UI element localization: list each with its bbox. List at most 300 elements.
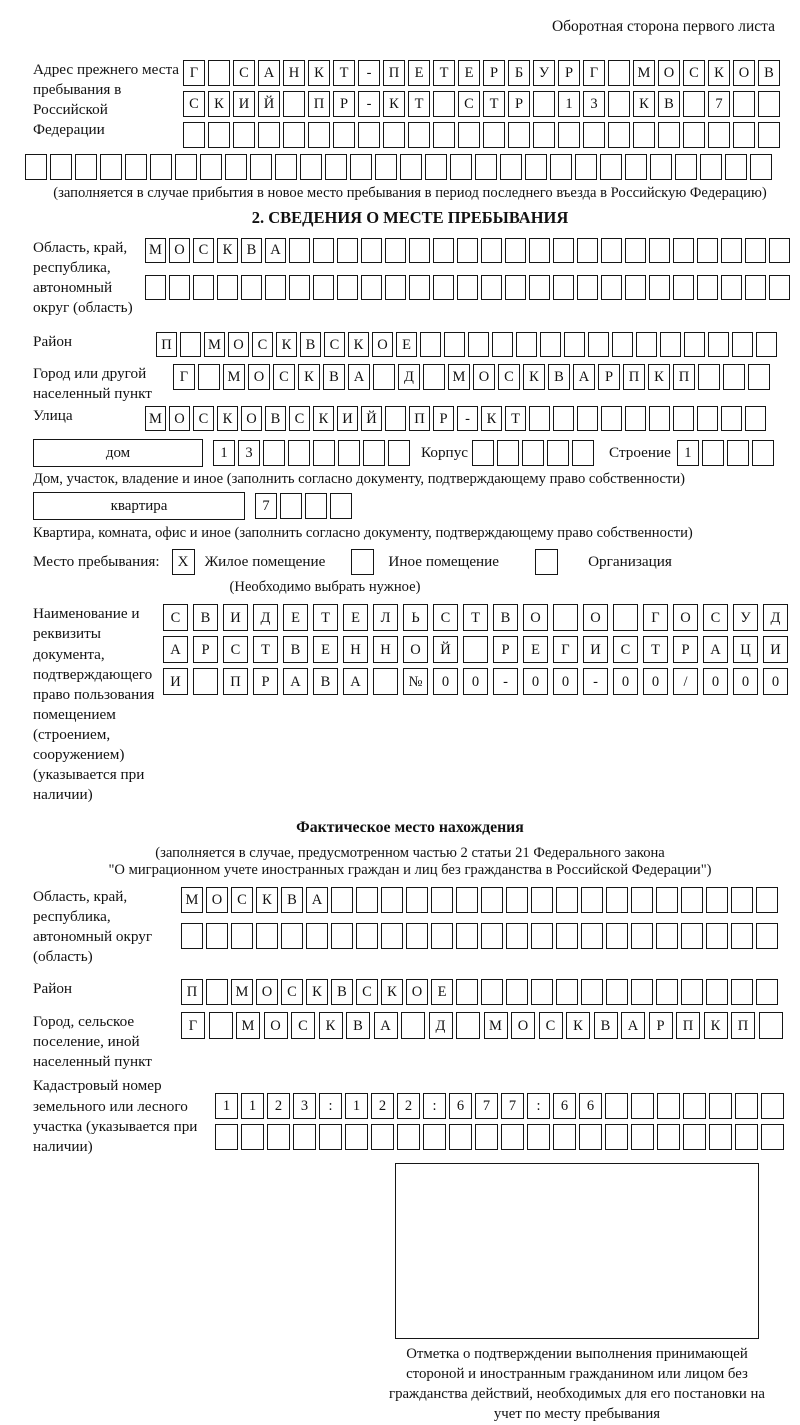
char-cell[interactable]: А [163,636,188,663]
char-cell[interactable] [241,275,262,300]
char-cell[interactable] [723,364,745,390]
char-cell[interactable]: - [457,406,478,431]
char-cell[interactable]: Е [396,332,417,357]
char-cell[interactable] [468,332,489,357]
char-cell[interactable] [684,332,705,357]
char-cell[interactable] [350,154,372,180]
char-cell[interactable] [608,122,630,148]
char-cell[interactable]: 6 [449,1093,472,1119]
char-cell[interactable]: Е [283,604,308,631]
char-cell[interactable] [658,122,680,148]
char-cell[interactable] [180,332,201,357]
char-cell[interactable]: Й [361,406,382,431]
char-cell[interactable] [706,979,728,1005]
char-cell[interactable] [631,1124,654,1150]
char-cell[interactable]: О [403,636,428,663]
char-cell[interactable] [581,923,603,949]
char-cell[interactable]: Р [598,364,620,390]
char-cell[interactable] [733,91,755,117]
char-cell[interactable] [331,887,353,913]
char-cell[interactable] [553,238,574,263]
char-cell[interactable]: 3 [238,440,260,466]
char-cell[interactable]: А [265,238,286,263]
house-widebox[interactable]: дом [33,439,203,467]
char-cell[interactable] [508,122,530,148]
char-cell[interactable] [553,604,578,631]
char-cell[interactable]: 1 [677,440,699,466]
char-cell[interactable]: П [676,1012,700,1039]
char-cell[interactable]: 0 [703,668,728,695]
char-cell[interactable]: И [583,636,608,663]
char-cell[interactable]: О [658,60,680,86]
char-cell[interactable] [505,238,526,263]
char-cell[interactable] [406,923,428,949]
char-cell[interactable] [331,923,353,949]
char-cell[interactable] [275,154,297,180]
char-cell[interactable] [409,238,430,263]
char-cell[interactable] [169,275,190,300]
char-cell[interactable]: В [193,604,218,631]
char-cell[interactable] [456,887,478,913]
char-cell[interactable] [381,923,403,949]
char-cell[interactable]: Д [253,604,278,631]
char-cell[interactable]: О [511,1012,535,1039]
char-cell[interactable] [500,154,522,180]
char-cell[interactable] [231,923,253,949]
char-cell[interactable] [456,923,478,949]
char-cell[interactable]: Н [343,636,368,663]
char-cell[interactable]: В [300,332,321,357]
char-cell[interactable] [731,887,753,913]
char-cell[interactable]: И [233,91,255,117]
char-cell[interactable]: К [566,1012,590,1039]
char-cell[interactable] [745,238,766,263]
char-cell[interactable] [472,440,494,466]
char-cell[interactable] [745,275,766,300]
char-cell[interactable]: 7 [255,493,277,519]
char-cell[interactable] [250,154,272,180]
char-cell[interactable]: Е [408,60,430,86]
char-cell[interactable] [457,238,478,263]
char-cell[interactable]: И [763,636,788,663]
char-cell[interactable] [758,122,780,148]
char-cell[interactable] [319,1124,342,1150]
char-cell[interactable]: Ц [733,636,758,663]
char-cell[interactable] [241,1124,264,1150]
char-cell[interactable] [209,1012,233,1039]
char-cell[interactable] [529,238,550,263]
char-cell[interactable] [345,1124,368,1150]
char-cell[interactable]: М [448,364,470,390]
char-cell[interactable]: С [193,238,214,263]
char-cell[interactable]: В [323,364,345,390]
char-cell[interactable] [731,979,753,1005]
char-cell[interactable]: П [673,364,695,390]
char-cell[interactable] [313,440,335,466]
char-cell[interactable] [358,122,380,148]
char-cell[interactable] [732,332,753,357]
char-cell[interactable]: К [308,60,330,86]
char-cell[interactable] [308,122,330,148]
char-cell[interactable] [583,122,605,148]
char-cell[interactable]: К [704,1012,728,1039]
char-cell[interactable] [625,275,646,300]
char-cell[interactable] [636,332,657,357]
char-cell[interactable]: Д [429,1012,453,1039]
char-cell[interactable] [581,887,603,913]
char-cell[interactable]: М [145,406,166,431]
char-cell[interactable] [481,923,503,949]
char-cell[interactable]: К [217,406,238,431]
char-cell[interactable] [100,154,122,180]
char-cell[interactable] [681,979,703,1005]
char-cell[interactable] [217,275,238,300]
char-cell[interactable] [356,923,378,949]
char-cell[interactable] [683,1093,706,1119]
char-cell[interactable]: Д [398,364,420,390]
checkbox-residential[interactable]: X [172,549,195,575]
char-cell[interactable] [553,275,574,300]
char-cell[interactable] [75,154,97,180]
char-cell[interactable]: С [324,332,345,357]
char-cell[interactable] [531,887,553,913]
char-cell[interactable] [556,979,578,1005]
char-cell[interactable] [206,923,228,949]
char-cell[interactable] [373,364,395,390]
char-cell[interactable] [280,493,302,519]
char-cell[interactable] [683,1124,706,1150]
char-cell[interactable] [752,440,774,466]
char-cell[interactable]: А [306,887,328,913]
char-cell[interactable] [558,122,580,148]
char-cell[interactable] [681,887,703,913]
char-cell[interactable] [337,238,358,263]
char-cell[interactable] [206,979,228,1005]
char-cell[interactable] [256,923,278,949]
char-cell[interactable]: Н [373,636,398,663]
char-cell[interactable]: Г [173,364,195,390]
char-cell[interactable]: О [241,406,262,431]
char-cell[interactable]: Л [373,604,398,631]
char-cell[interactable]: - [358,60,380,86]
char-cell[interactable] [525,154,547,180]
char-cell[interactable] [225,154,247,180]
char-cell[interactable] [385,406,406,431]
char-cell[interactable] [333,122,355,148]
char-cell[interactable] [373,668,398,695]
char-cell[interactable] [449,1124,472,1150]
char-cell[interactable] [601,238,622,263]
char-cell[interactable] [481,238,502,263]
char-cell[interactable]: : [527,1093,550,1119]
char-cell[interactable] [233,122,255,148]
char-cell[interactable] [564,332,585,357]
char-cell[interactable] [385,275,406,300]
char-cell[interactable] [725,154,747,180]
char-cell[interactable] [444,332,465,357]
char-cell[interactable] [497,440,519,466]
char-cell[interactable]: С [289,406,310,431]
char-cell[interactable]: 7 [708,91,730,117]
char-cell[interactable]: С [233,60,255,86]
char-cell[interactable] [401,1012,425,1039]
char-cell[interactable]: 2 [397,1093,420,1119]
char-cell[interactable]: В [241,238,262,263]
char-cell[interactable]: 3 [293,1093,316,1119]
char-cell[interactable] [450,154,472,180]
char-cell[interactable]: Г [583,60,605,86]
char-cell[interactable]: О [206,887,228,913]
char-cell[interactable]: 0 [763,668,788,695]
char-cell[interactable]: Т [408,91,430,117]
char-cell[interactable]: Г [181,1012,205,1039]
char-cell[interactable] [375,154,397,180]
char-cell[interactable]: Т [463,604,488,631]
char-cell[interactable] [683,122,705,148]
char-cell[interactable]: Й [433,636,458,663]
char-cell[interactable]: У [533,60,555,86]
char-cell[interactable]: № [403,668,428,695]
char-cell[interactable] [556,923,578,949]
char-cell[interactable] [433,91,455,117]
char-cell[interactable] [531,923,553,949]
char-cell[interactable]: В [283,636,308,663]
char-cell[interactable]: К [708,60,730,86]
char-cell[interactable]: - [583,668,608,695]
char-cell[interactable] [681,923,703,949]
char-cell[interactable]: Е [313,636,338,663]
char-cell[interactable] [175,154,197,180]
char-cell[interactable] [481,979,503,1005]
char-cell[interactable]: К [523,364,545,390]
char-cell[interactable] [721,275,742,300]
char-cell[interactable]: В [331,979,353,1005]
char-cell[interactable] [381,887,403,913]
char-cell[interactable] [529,275,550,300]
char-cell[interactable]: 6 [553,1093,576,1119]
char-cell[interactable] [481,275,502,300]
char-cell[interactable]: А [621,1012,645,1039]
char-cell[interactable]: Б [508,60,530,86]
char-cell[interactable] [625,154,647,180]
char-cell[interactable] [406,887,428,913]
char-cell[interactable]: Е [523,636,548,663]
char-cell[interactable] [431,887,453,913]
char-cell[interactable]: Г [553,636,578,663]
char-cell[interactable]: В [313,668,338,695]
char-cell[interactable]: О [228,332,249,357]
char-cell[interactable]: В [594,1012,618,1039]
char-cell[interactable] [193,275,214,300]
char-cell[interactable] [409,275,430,300]
char-cell[interactable] [706,923,728,949]
char-cell[interactable] [631,887,653,913]
char-cell[interactable] [483,122,505,148]
char-cell[interactable] [456,979,478,1005]
char-cell[interactable]: С [193,406,214,431]
char-cell[interactable] [660,332,681,357]
char-cell[interactable] [706,887,728,913]
char-cell[interactable]: П [731,1012,755,1039]
char-cell[interactable]: И [223,604,248,631]
char-cell[interactable]: П [383,60,405,86]
char-cell[interactable]: Д [763,604,788,631]
char-cell[interactable] [288,440,310,466]
char-cell[interactable] [289,275,310,300]
char-cell[interactable]: М [204,332,225,357]
char-cell[interactable]: У [733,604,758,631]
char-cell[interactable] [756,332,777,357]
char-cell[interactable]: : [423,1093,446,1119]
char-cell[interactable]: С [613,636,638,663]
char-cell[interactable]: Е [343,604,368,631]
char-cell[interactable] [547,440,569,466]
char-cell[interactable] [600,154,622,180]
char-cell[interactable] [601,406,622,431]
char-cell[interactable]: П [181,979,203,1005]
char-cell[interactable]: 1 [213,440,235,466]
char-cell[interactable] [631,923,653,949]
char-cell[interactable]: 6 [579,1093,602,1119]
char-cell[interactable] [338,440,360,466]
char-cell[interactable] [522,440,544,466]
char-cell[interactable] [527,1124,550,1150]
char-cell[interactable] [769,275,790,300]
char-cell[interactable] [735,1124,758,1150]
char-cell[interactable] [306,923,328,949]
char-cell[interactable] [657,1093,680,1119]
char-cell[interactable]: М [223,364,245,390]
char-cell[interactable] [656,979,678,1005]
char-cell[interactable] [750,154,772,180]
char-cell[interactable] [433,275,454,300]
char-cell[interactable]: В [346,1012,370,1039]
char-cell[interactable] [708,122,730,148]
char-cell[interactable]: В [265,406,286,431]
char-cell[interactable] [457,275,478,300]
char-cell[interactable]: С [281,979,303,1005]
char-cell[interactable] [606,979,628,1005]
char-cell[interactable] [631,1093,654,1119]
char-cell[interactable] [388,440,410,466]
char-cell[interactable]: Р [673,636,698,663]
char-cell[interactable]: О [372,332,393,357]
char-cell[interactable] [553,1124,576,1150]
char-cell[interactable] [748,364,770,390]
char-cell[interactable]: К [381,979,403,1005]
char-cell[interactable] [605,1093,628,1119]
char-cell[interactable] [150,154,172,180]
char-cell[interactable] [283,91,305,117]
char-cell[interactable]: С [163,604,188,631]
char-cell[interactable]: О [673,604,698,631]
char-cell[interactable] [423,1124,446,1150]
char-cell[interactable]: К [298,364,320,390]
char-cell[interactable] [313,238,334,263]
checkbox-organization[interactable] [535,549,558,575]
char-cell[interactable]: М [484,1012,508,1039]
char-cell[interactable] [481,887,503,913]
char-cell[interactable]: 1 [215,1093,238,1119]
char-cell[interactable]: Г [643,604,668,631]
char-cell[interactable]: П [308,91,330,117]
char-cell[interactable]: Р [558,60,580,86]
char-cell[interactable]: С [183,91,205,117]
char-cell[interactable] [400,154,422,180]
char-cell[interactable] [433,122,455,148]
char-cell[interactable] [265,275,286,300]
char-cell[interactable]: К [306,979,328,1005]
char-cell[interactable]: Т [433,60,455,86]
char-cell[interactable]: Е [431,979,453,1005]
char-cell[interactable] [608,91,630,117]
char-cell[interactable]: С [252,332,273,357]
char-cell[interactable]: В [658,91,680,117]
char-cell[interactable]: С [231,887,253,913]
char-cell[interactable]: 1 [558,91,580,117]
char-cell[interactable]: Р [508,91,530,117]
char-cell[interactable] [258,122,280,148]
char-cell[interactable]: С [223,636,248,663]
char-cell[interactable] [581,979,603,1005]
char-cell[interactable]: Р [483,60,505,86]
char-cell[interactable]: О [583,604,608,631]
char-cell[interactable] [697,275,718,300]
char-cell[interactable]: П [409,406,430,431]
char-cell[interactable] [606,923,628,949]
char-cell[interactable] [505,275,526,300]
char-cell[interactable]: О [169,238,190,263]
char-cell[interactable] [756,979,778,1005]
char-cell[interactable] [727,440,749,466]
char-cell[interactable]: А [348,364,370,390]
char-cell[interactable] [708,332,729,357]
char-cell[interactable] [25,154,47,180]
char-cell[interactable]: 0 [643,668,668,695]
char-cell[interactable] [361,238,382,263]
char-cell[interactable] [533,91,555,117]
char-cell[interactable] [283,122,305,148]
char-cell[interactable]: В [758,60,780,86]
char-cell[interactable] [579,1124,602,1150]
char-cell[interactable]: 1 [241,1093,264,1119]
char-cell[interactable] [506,979,528,1005]
char-cell[interactable] [356,887,378,913]
char-cell[interactable]: А [258,60,280,86]
char-cell[interactable] [756,887,778,913]
char-cell[interactable]: С [703,604,728,631]
checkbox-other-premises[interactable] [351,549,374,575]
char-cell[interactable]: Е [458,60,480,86]
char-cell[interactable] [506,887,528,913]
char-cell[interactable]: М [633,60,655,86]
char-cell[interactable] [606,887,628,913]
char-cell[interactable]: К [319,1012,343,1039]
char-cell[interactable] [361,275,382,300]
char-cell[interactable] [533,122,555,148]
char-cell[interactable]: С [356,979,378,1005]
char-cell[interactable]: К [276,332,297,357]
char-cell[interactable]: Т [505,406,526,431]
char-cell[interactable] [208,60,230,86]
char-cell[interactable] [758,91,780,117]
char-cell[interactable]: : [319,1093,342,1119]
char-cell[interactable]: Г [183,60,205,86]
char-cell[interactable]: К [313,406,334,431]
char-cell[interactable]: Ь [403,604,428,631]
char-cell[interactable] [183,122,205,148]
char-cell[interactable]: П [623,364,645,390]
